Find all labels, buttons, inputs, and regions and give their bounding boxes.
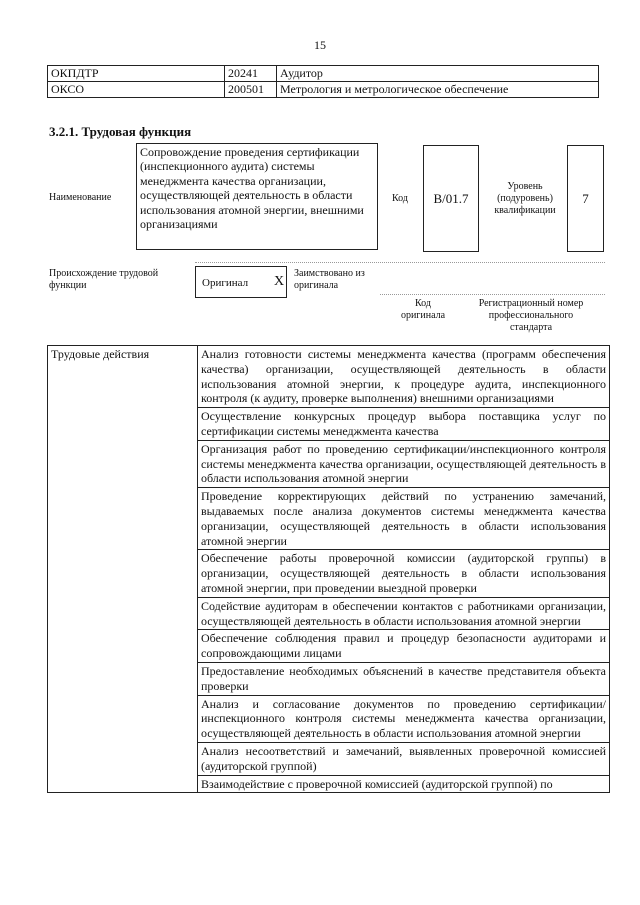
section-title: 3.2.1. Трудовая функция <box>49 124 192 139</box>
table-row <box>48 82 599 98</box>
classifier-name: ОКСО <box>48 82 225 98</box>
labor-actions-table <box>47 345 610 793</box>
classifier-code: 20241 <box>225 66 277 82</box>
action-item: Организация работ по проведению сертификации/инспекционного контроля системы менеджмента качества организации, осуществляющей деятельность в области использования атомной энергии <box>198 440 610 487</box>
action-item: Обеспечение работы проверочной комиссии (аудиторской группы) в организации, осуществляющей деятельность в области использования атомной энергии, при проведении выездной проверки <box>198 550 610 597</box>
classifier-title: Метрология и метрологическое обеспечение <box>277 82 599 98</box>
action-item: Анализ готовности системы менеджмента качества (программ обеспечения качества) организации, осуществляющей деятельность в области использования атомной энергии, к процедуре аудита, инспекционного контроля (к аудиту, проверке выполнения) внешними организациями <box>198 346 610 408</box>
classifier-title: Аудитор <box>277 66 599 82</box>
code-value: B/01.7 <box>433 191 469 206</box>
origin-label: Происхождение трудовой функции <box>49 268 159 291</box>
classifier-codes-table <box>47 65 599 98</box>
original-label: Оригинал <box>202 277 249 289</box>
table-row <box>48 66 599 82</box>
classifier-name: ОКПДТР <box>48 66 225 82</box>
classifier-code: 200501 <box>225 82 277 98</box>
reg-number-caption: Регистрационный номер профессионального стандарта <box>478 298 584 333</box>
action-item: Осуществление конкурсных процедур выбора поставщика услуг по сертификации системы менеджмента качества <box>198 408 610 441</box>
name-label: Наименование <box>49 192 112 203</box>
actions-label: Трудовые действия <box>48 346 198 793</box>
action-item: Анализ и согласование документов по проведению сертификации/инспекционного контроля системы менеджмента качества организации, осуществляющей деятельность в области использования атомной энергии <box>198 695 610 742</box>
origin-bottom-dots <box>380 294 605 295</box>
origin-top-dots <box>195 262 605 263</box>
code-original-caption: Код оригинала <box>400 298 446 321</box>
action-item: Взаимодействие с проверочной комиссией (аудиторской группой) по <box>198 775 610 793</box>
original-mark: X <box>274 274 285 289</box>
code-label: Код <box>392 193 408 204</box>
table-row <box>48 346 610 408</box>
action-item: Обеспечение соблюдения правил и процедур безопасности аудиторами и сопровождающими лицами <box>198 630 610 663</box>
original-box <box>195 266 287 298</box>
action-item: Анализ несоответствий и замечаний, выявленных проверочной комиссией (аудиторской группой) <box>198 742 610 775</box>
function-name-box: Сопровождение проведения сертификации (инспекционного аудита) системы менеджмента качества организации, осуществляющей деятельность в области использования атомной энергии, внешними организациями <box>136 143 378 250</box>
page-number: 15 <box>314 38 326 52</box>
action-item: Содействие аудиторам в обеспечении контактов с работниками организации, осуществляющей деятельность в области использования атомной энергии <box>198 597 610 630</box>
level-box <box>567 145 604 252</box>
qualification-level-label: Уровень (подуровень) квалификации <box>494 181 556 216</box>
action-item: Предоставление необходимых объяснений в качестве представителя объекта проверки <box>198 662 610 695</box>
borrowed-label: Заимствовано из оригинала <box>294 268 365 291</box>
level-value: 7 <box>582 191 589 206</box>
code-box <box>423 145 479 252</box>
action-item: Проведение корректирующих действий по устранению замечаний, выдаваемых после анализа документов системы менеджмента качества организации, осуществляющей деятельность в области использования атомной энергии <box>198 488 610 550</box>
